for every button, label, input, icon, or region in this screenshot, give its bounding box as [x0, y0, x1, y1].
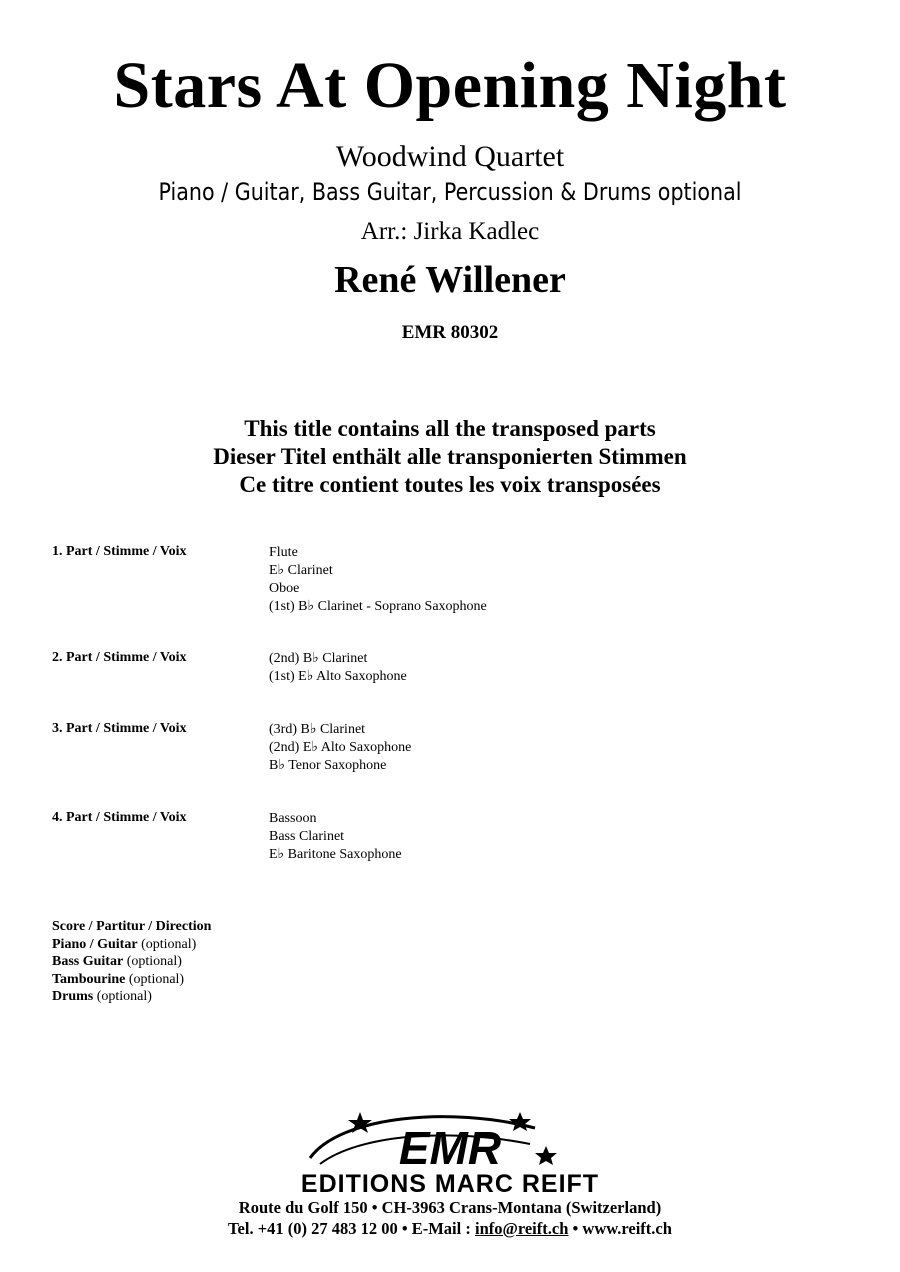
publisher-address: Route du Golf 150 • CH-3963 Crans-Montana (Switzerland) [238, 1198, 662, 1217]
additional-parts-list [52, 918, 211, 1006]
part-instrument-list [269, 810, 402, 864]
email-link[interactable]: info@reift.ch [474, 1219, 569, 1238]
instrument-item [269, 846, 402, 864]
score-title: Stars At Opening Night [113, 49, 787, 122]
notice-french: Ce titre contient toutes les voix transposées [239, 472, 661, 497]
part-instrument-list [269, 544, 487, 616]
instrument-name: Bassoon [269, 811, 317, 826]
instrument-item [269, 739, 411, 757]
instrument-name: Clarinet [319, 722, 366, 737]
instrument-item [269, 828, 402, 846]
instrument-order: (3rd) [269, 722, 297, 737]
instrument-key: E♭ [302, 740, 318, 755]
instrument-item [269, 598, 487, 616]
additional-part-name: Drums [52, 989, 94, 1004]
part-instrument-list [269, 650, 407, 686]
instrument-key: E♭ [298, 669, 314, 684]
instrument-name: Clarinet [322, 651, 368, 666]
additional-part-name: Tambourine [52, 971, 126, 987]
instrument-item [269, 757, 411, 775]
additional-part-name: Piano / Guitar [52, 936, 138, 952]
instrument-order: (1st) [269, 599, 295, 614]
instrument-item [269, 810, 402, 828]
additional-part-item [52, 918, 211, 936]
additional-part-item [52, 936, 211, 954]
instrument-name: Oboe [269, 581, 300, 596]
instrument-name: Flute [269, 545, 298, 560]
additional-part-item [52, 971, 211, 989]
website-text: • www.reift.ch [572, 1219, 672, 1238]
contact-phone: Tel. +41 (0) 27 483 12 00 • E-Mail : [228, 1219, 471, 1238]
additional-part-note: (optional) [126, 954, 182, 969]
instrument-name: Tenor Saxophone [288, 758, 387, 773]
logo-text: EMR [398, 1122, 502, 1174]
part-label: 3. Part / Stimme / Voix [52, 721, 187, 736]
emr-logo [300, 1106, 600, 1178]
additional-part-name: Score / Partitur / Direction [52, 919, 212, 934]
instrument-name: Alto Saxophone [316, 669, 407, 684]
ensemble-subtitle: Woodwind Quartet [335, 140, 565, 173]
composer-name: René Willener [334, 259, 566, 301]
instrument-item [269, 721, 411, 739]
instrument-item [269, 650, 407, 668]
instrument-item [269, 544, 487, 562]
instrument-key: E♭ [269, 563, 285, 578]
additional-part-item [52, 988, 211, 1006]
arranger-credit: Arr.: Jirka Kadlec [360, 218, 540, 245]
instrument-item [269, 668, 407, 686]
instrument-order: (2nd) [269, 740, 300, 755]
additional-part-note: (optional) [128, 971, 185, 987]
instrument-name: Bass Clarinet [269, 829, 345, 844]
publisher-contact [0, 1219, 900, 1239]
additional-part-item [52, 953, 211, 971]
instrument-order: (2nd) [269, 651, 300, 666]
instrument-key: B♭ [298, 599, 315, 614]
star-icon [509, 1112, 531, 1131]
part-label: 4. Part / Stimme / Voix [52, 810, 187, 825]
part-label: 2. Part / Stimme / Voix [52, 650, 187, 665]
part-instrument-list [269, 721, 411, 775]
additional-part-note: (optional) [141, 936, 197, 952]
publisher-name: EDITIONS MARC REIFT [300, 1170, 600, 1198]
catalog-number: EMR 80302 [401, 322, 499, 343]
notice-english: This title contains all the transposed parts [244, 416, 656, 441]
instrument-key: E♭ [269, 847, 285, 862]
instrument-item [269, 562, 487, 580]
instrument-key: B♭ [269, 758, 285, 773]
instrument-name: Clarinet - Soprano Saxophone [317, 599, 487, 614]
instrument-name: Clarinet [287, 563, 333, 578]
instrument-order: (1st) [269, 669, 295, 684]
additional-part-name: Bass Guitar [52, 954, 124, 969]
instrument-name: Baritone Saxophone [287, 847, 402, 862]
star-icon [535, 1146, 557, 1165]
instrument-item [269, 580, 487, 598]
notice-german: Dieser Titel enthält alle transponierten Stimmen [213, 444, 687, 469]
additional-part-note: (optional) [96, 989, 152, 1004]
part-label: 1. Part / Stimme / Voix [52, 544, 187, 559]
instrument-key: B♭ [300, 722, 317, 737]
instrument-name: Alto Saxophone [320, 740, 412, 755]
instrument-key: B♭ [302, 651, 319, 666]
optional-instrumentation: Piano / Guitar, Bass Guitar, Percussion & Drums optional [158, 178, 742, 206]
